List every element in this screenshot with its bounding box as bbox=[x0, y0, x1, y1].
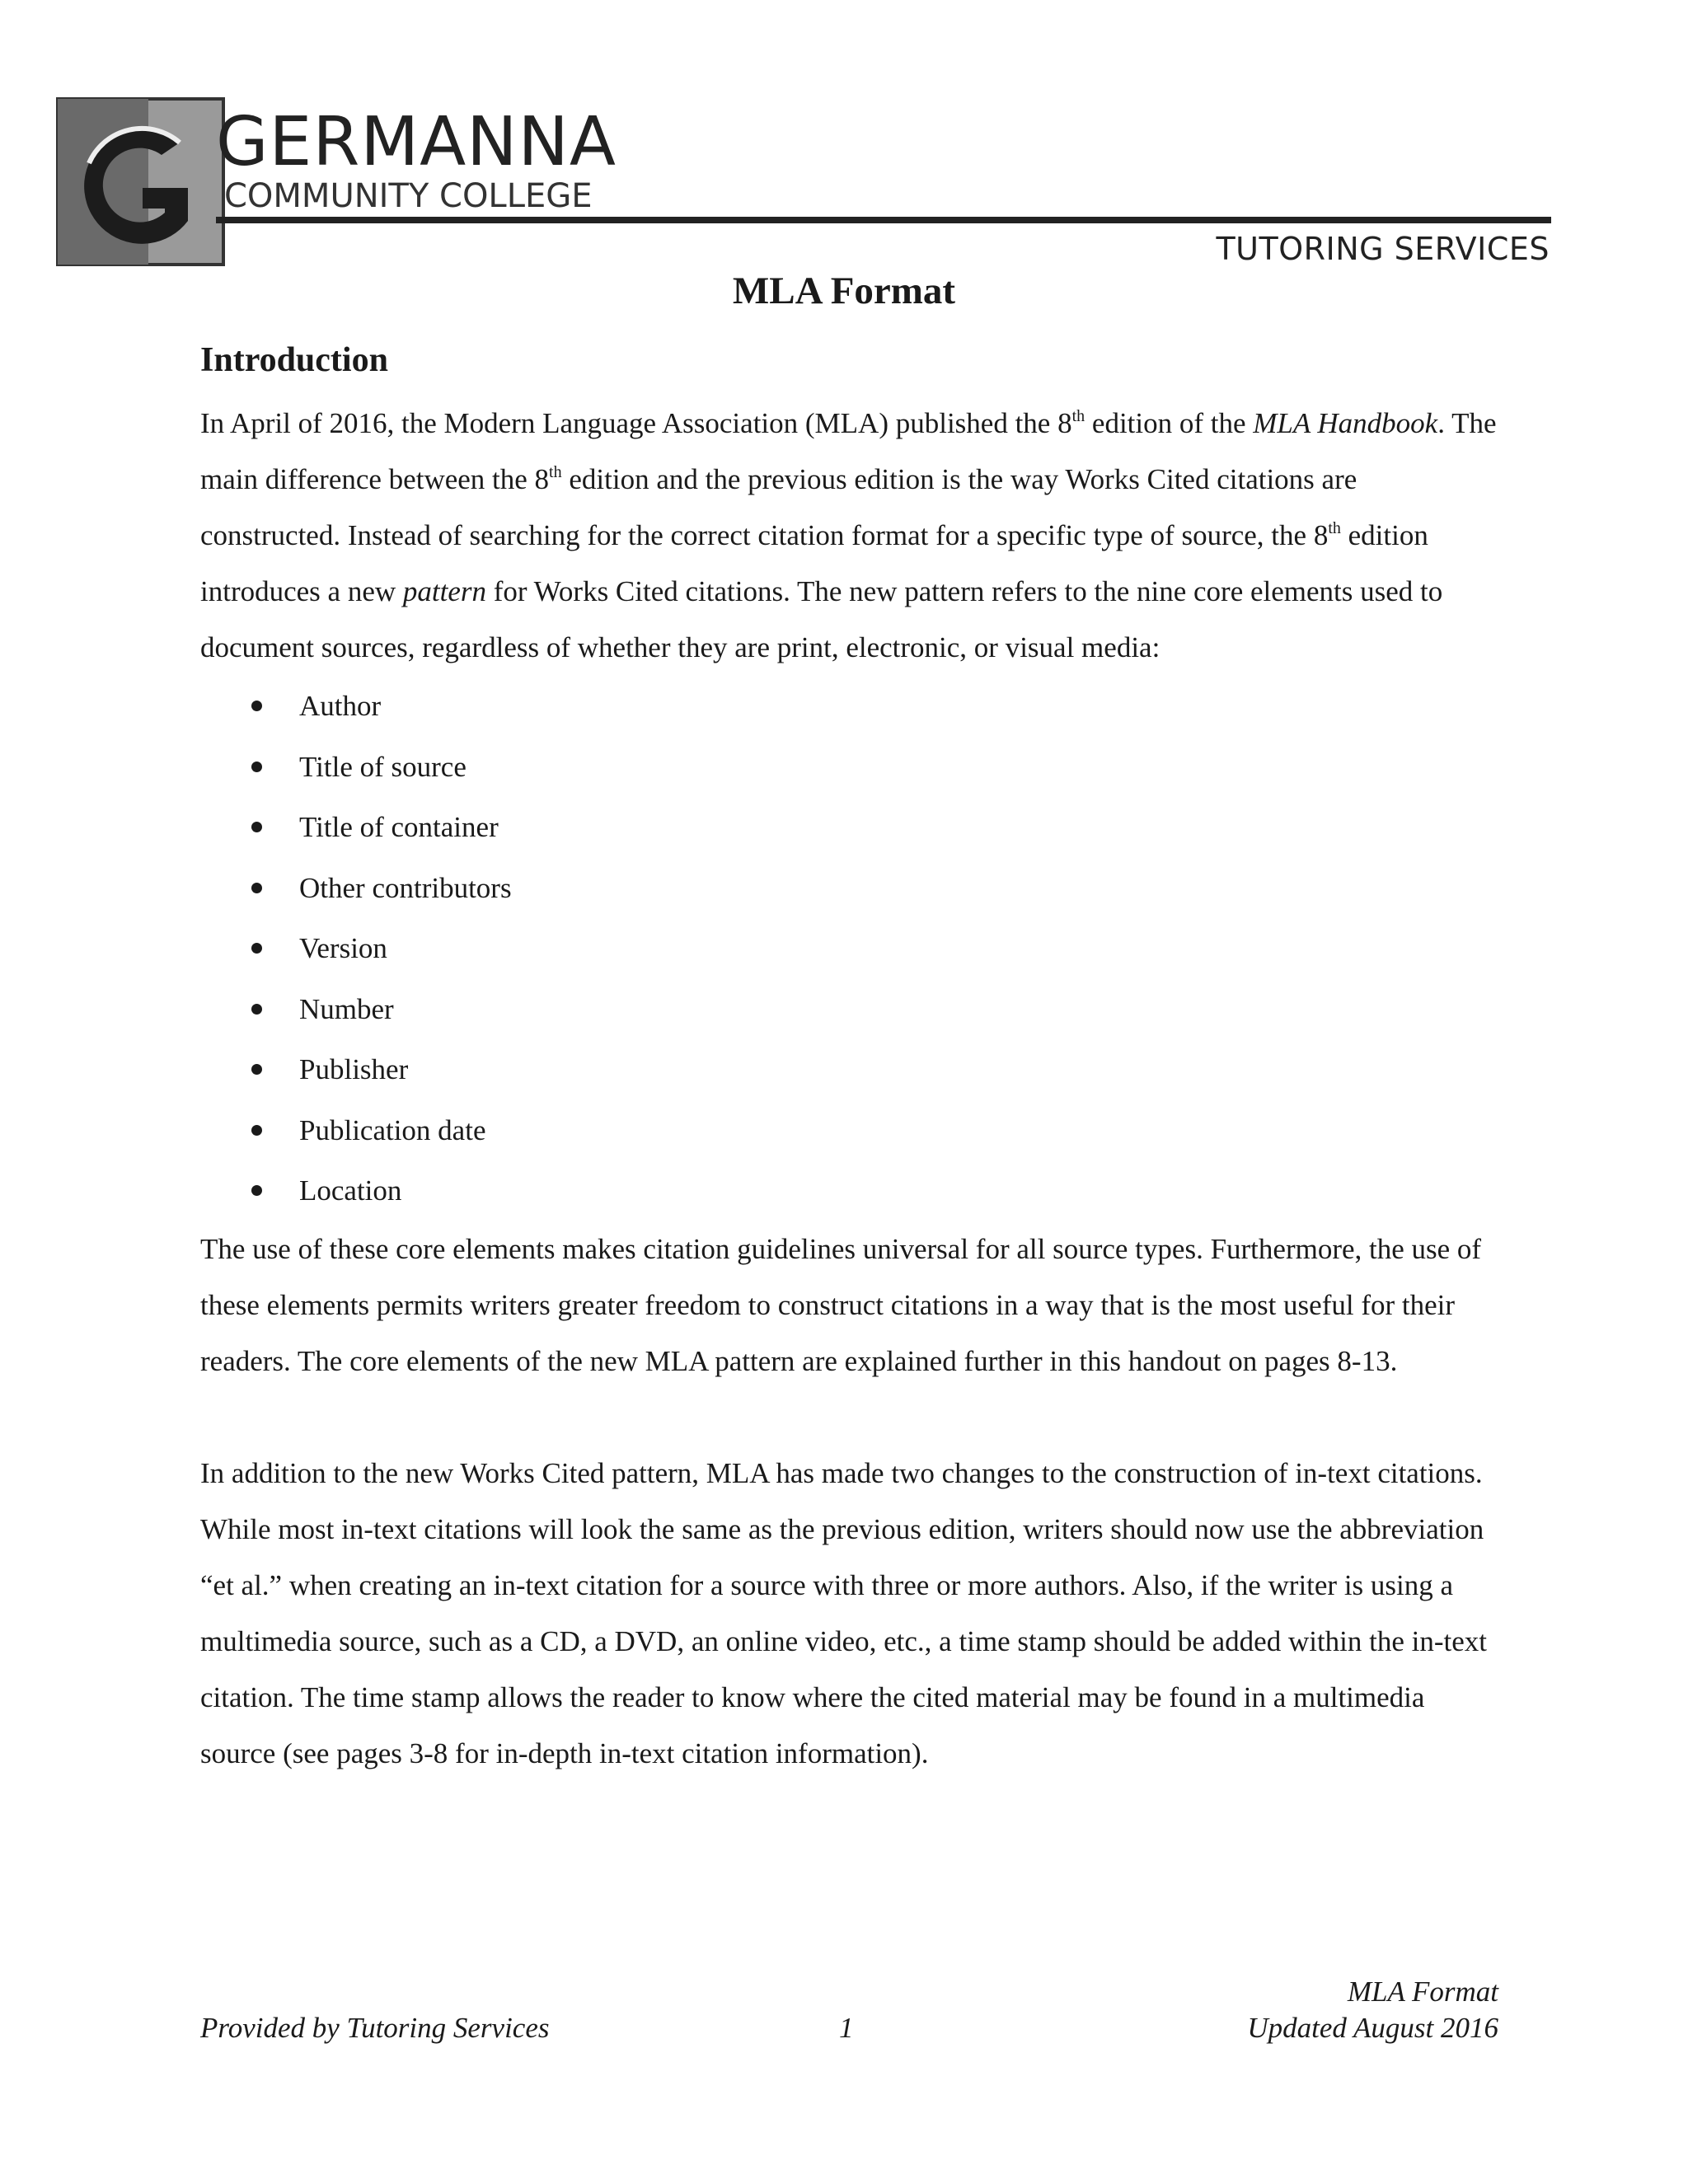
paragraph-spacer bbox=[200, 1390, 1503, 1446]
intro-paragraph-1: In April of 2016, the Modern Language Association (MLA) published the 8th edition of the MLA Handbook. The main difference between the 8th edition and the previous edition is the way Works Cited citations are constructed. Instead of searching for the correct citation format for a specific type of source, the 8th edition introduces a new pattern for Works Cited citations. The new pattern refers to the nine core elements used to document sources, regardless of whether they are print, electronic, or visual media: bbox=[200, 407, 1497, 664]
footer-doc-info bbox=[1247, 1974, 1498, 2046]
list-item: Other contributors bbox=[200, 858, 1503, 919]
list-item: Author bbox=[200, 676, 1503, 737]
footer-doc-title: MLA Format bbox=[1347, 1975, 1498, 2008]
bullet-icon bbox=[251, 1004, 262, 1015]
section-heading-introduction: Introduction bbox=[200, 341, 388, 379]
department-name: TUTORING SERVICES bbox=[1216, 231, 1550, 267]
intro-paragraph-3: In addition to the new Works Cited pattern, MLA has made two changes to the construction of in-text citations. While most in-text citations will look the same as the previous edition, writers should now use the abbreviation “et al.” when creating an in-text citation for a source with three or more authors. Also, if the writer is using a multimedia source, such as a CD, a DVD, an online video, etc., a time stamp should be added within the in-text citation. The time stamp allows the reader to know where the cited material may be found in a multimedia source (see pages 3-8 for in-depth in-text citation information). bbox=[200, 1456, 1488, 1769]
list-item: Number bbox=[200, 979, 1503, 1040]
list-item: Location bbox=[200, 1160, 1503, 1221]
document-body bbox=[200, 340, 1503, 1782]
bullet-icon bbox=[251, 943, 262, 954]
bullet-icon bbox=[251, 883, 262, 893]
bullet-icon bbox=[251, 701, 262, 711]
college-subtitle: COMMUNITY COLLEGE bbox=[224, 177, 593, 215]
intro-paragraph-2: The use of these core elements makes citation guidelines universal for all source types. Furthermore, the use of these elements permits writers greater freedom to construct citations in a way that is the most useful for their readers. The core elements of the new MLA pattern are explained further in this handout on pages 8-13. bbox=[200, 1232, 1482, 1377]
list-item: Version bbox=[200, 918, 1503, 979]
list-item: Title of source bbox=[200, 737, 1503, 798]
list-item: Publisher bbox=[200, 1039, 1503, 1100]
core-elements-list bbox=[200, 676, 1503, 1221]
footer-updated-date: Updated August 2016 bbox=[1247, 2011, 1498, 2044]
bullet-icon bbox=[251, 1125, 262, 1136]
list-item: Title of container bbox=[200, 797, 1503, 858]
bullet-icon bbox=[251, 1185, 262, 1196]
page-header bbox=[0, 0, 1688, 272]
header-divider bbox=[216, 217, 1551, 223]
bullet-icon bbox=[251, 762, 262, 772]
bullet-icon bbox=[251, 1064, 262, 1075]
college-logo-icon bbox=[56, 97, 225, 266]
footer-page-number: 1 bbox=[839, 2012, 854, 2044]
college-name: GERMANNA bbox=[216, 103, 617, 181]
document-title: MLA Format bbox=[732, 269, 956, 312]
list-item: Publication date bbox=[200, 1100, 1503, 1161]
bullet-icon bbox=[251, 822, 262, 832]
footer-provider: Provided by Tutoring Services bbox=[200, 2012, 550, 2044]
